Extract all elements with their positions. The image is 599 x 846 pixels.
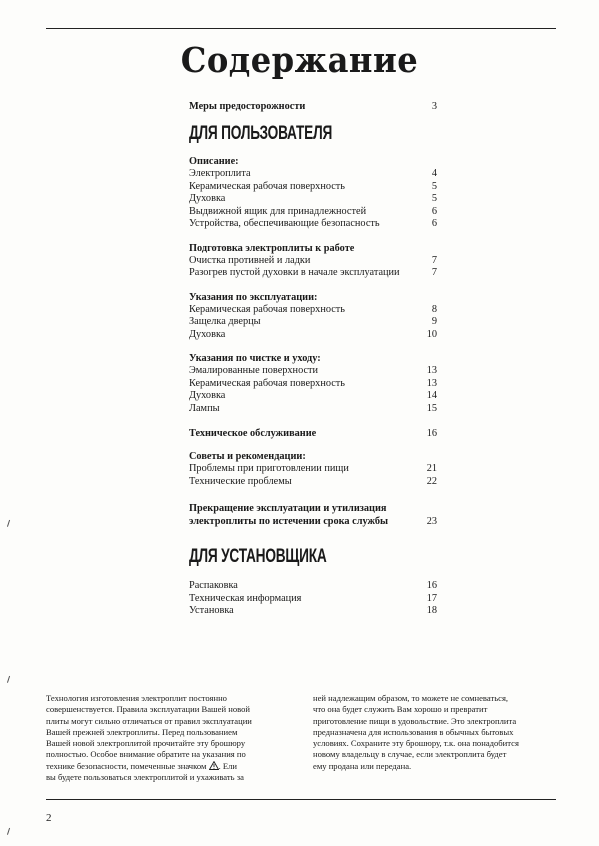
toc-group-heading: Указания по эксплуатации: (189, 291, 318, 303)
intro-line: новому владельцу в случае, если электроплита будет (313, 749, 507, 760)
page-number: 2 (46, 812, 52, 824)
toc-label: Прекращение эксплуатации и утилизация (189, 503, 387, 514)
toc-entry[interactable] (189, 329, 437, 342)
toc-label: Техническая информация (189, 592, 302, 604)
toc-entry[interactable] (189, 304, 437, 317)
intro-left-column (46, 693, 291, 783)
intro-line: технике безопасности, помеченные значком . Ели (46, 760, 238, 771)
toc-label: Очистка противней и ладки (189, 254, 311, 266)
toc-label: Технические проблемы (189, 475, 292, 487)
warning-triangle-icon (209, 761, 219, 770)
toc-page: 5 (431, 180, 437, 192)
toc-entry[interactable] (189, 168, 437, 181)
toc-label: Выдвижной ящик для принадлежностей (189, 205, 367, 217)
toc-page: 16 (426, 580, 437, 591)
toc-label: Распаковка (189, 580, 238, 591)
toc-entry[interactable] (189, 181, 437, 194)
toc-group-heading: Указания по чистке и уходу: (189, 353, 321, 364)
toc-entry[interactable] (189, 193, 437, 206)
toc-entry[interactable] (189, 206, 437, 219)
toc-page: 13 (426, 377, 437, 389)
toc-label: Меры предосторожности (189, 101, 306, 112)
toc-entry[interactable] (189, 593, 437, 606)
toc-label: Лампы (189, 402, 220, 414)
section-title-user: ДЛЯ ПОЛЬЗОВАТЕЛЯ (189, 123, 333, 144)
bottom-rule (46, 799, 556, 800)
toc-label: Духовка (189, 193, 226, 204)
intro-line: Вашей новой электроплитой прочитайте эту брошюру (46, 738, 246, 749)
toc-entry[interactable] (189, 605, 437, 618)
toc-entry[interactable] (189, 316, 437, 329)
intro-text: технике безопасности, помеченные значком (46, 760, 207, 771)
toc-page: 9 (431, 316, 437, 327)
intro-line: плиты могут сильно отличаться от правил эксплуатации (46, 715, 252, 726)
intro-text: Ели (222, 760, 238, 771)
toc-entry-disposal-line2[interactable] (189, 515, 437, 528)
toc-installer-items (189, 580, 437, 618)
scan-mark (7, 520, 11, 527)
top-rule (46, 28, 556, 29)
intro-line: условиях. Сохраните эту брошюру, т.к. она понадобится (313, 738, 519, 749)
toc-label: Защелка дверцы (189, 316, 261, 327)
toc-entry[interactable] (189, 476, 437, 489)
toc-entry[interactable] (189, 365, 437, 378)
toc-label: Разогрев пустой духовки в начале эксплуатации (189, 267, 400, 278)
toc-entry[interactable] (189, 378, 437, 391)
toc-label: Электроплита (189, 168, 251, 179)
toc-entry-precautions[interactable] (189, 100, 437, 113)
scan-mark (7, 828, 11, 835)
intro-line: совершенствуется. Правила эксплуатации Вашей новой (46, 704, 251, 715)
toc-page: 23 (426, 516, 437, 527)
toc-label: Техническое обслуживание (189, 428, 317, 439)
toc-page: 3 (431, 101, 437, 112)
toc-entry-service[interactable] (189, 427, 437, 440)
toc-entry[interactable] (189, 580, 437, 593)
toc-label: Духовка (189, 328, 226, 340)
intro-line: приготовление пищи в удовольствие. Это электроплита (313, 715, 517, 726)
toc-label: электроплиты по истечении срока службы (189, 516, 389, 527)
intro-line: Технология изготовления электроплит постоянно (46, 693, 227, 703)
toc-page: 17 (426, 592, 437, 604)
toc-label: Керамическая рабочая поверхность (189, 180, 346, 192)
intro-line: Вашей прежней электроплиты. Перед пользованием (46, 726, 238, 737)
toc-page: 21 (426, 463, 437, 474)
toc-entry[interactable] (189, 390, 437, 403)
toc-page: 16 (426, 428, 437, 439)
page-title: Содержание (180, 40, 419, 81)
toc-entry[interactable] (189, 255, 437, 268)
toc-page: 6 (431, 218, 437, 229)
toc-groups (189, 155, 437, 415)
toc-page: 10 (426, 328, 437, 340)
toc-label: Керамическая рабочая поверхность (189, 303, 346, 315)
toc-tips-items (189, 463, 437, 488)
toc-page: 13 (426, 365, 437, 376)
toc-label: Устройства, обеспечивающие безопасность (189, 218, 380, 229)
toc-label: Проблемы при приготовлении пищи (189, 463, 349, 474)
section-title-installer: ДЛЯ УСТАНОВЩИКА (189, 546, 327, 567)
toc-page: 7 (431, 254, 437, 266)
toc-page: 15 (426, 402, 437, 414)
toc-page: 6 (431, 205, 437, 217)
toc-page: 22 (426, 475, 437, 487)
toc-page: 7 (431, 267, 437, 278)
intro-line: предназначена для использования в обычных бытовых (313, 726, 514, 737)
toc-label: Керамическая рабочая поверхность (189, 377, 346, 389)
scan-mark (7, 676, 11, 683)
toc-entry[interactable] (189, 463, 437, 476)
toc-group-heading-tips: Советы и рекомендации: (189, 451, 306, 462)
toc-label: Эмалированные поверхности (189, 365, 319, 376)
toc-page: 8 (431, 303, 437, 315)
toc-page: 14 (426, 390, 437, 401)
intro-line: что она будет служить Вам хорошо и превратит (313, 704, 488, 715)
toc-group-heading: Подготовка электроплиты к работе (189, 242, 355, 254)
toc-entry[interactable] (189, 267, 437, 280)
intro-line: полностью. Особое внимание обратите на указания по (46, 749, 246, 760)
toc-entry-disposal-line1[interactable] (189, 502, 437, 515)
intro-right-column (313, 693, 558, 772)
toc-label: Духовка (189, 390, 226, 401)
toc-page: 18 (426, 605, 437, 616)
intro-line: вы будете пользоваться электроплитой и ухаживать за (46, 772, 244, 783)
intro-line: ему продана или передана. (313, 760, 412, 771)
table-of-contents (189, 100, 437, 618)
toc-page: 5 (431, 193, 437, 204)
toc-group-heading: Описание: (189, 156, 239, 167)
toc-entry[interactable] (189, 218, 437, 231)
toc-page: 4 (431, 168, 437, 179)
toc-entry[interactable] (189, 403, 437, 416)
intro-line: ней надлежащим образом, то можете не сомневаться, (313, 693, 509, 703)
toc-label: Установка (189, 605, 234, 616)
